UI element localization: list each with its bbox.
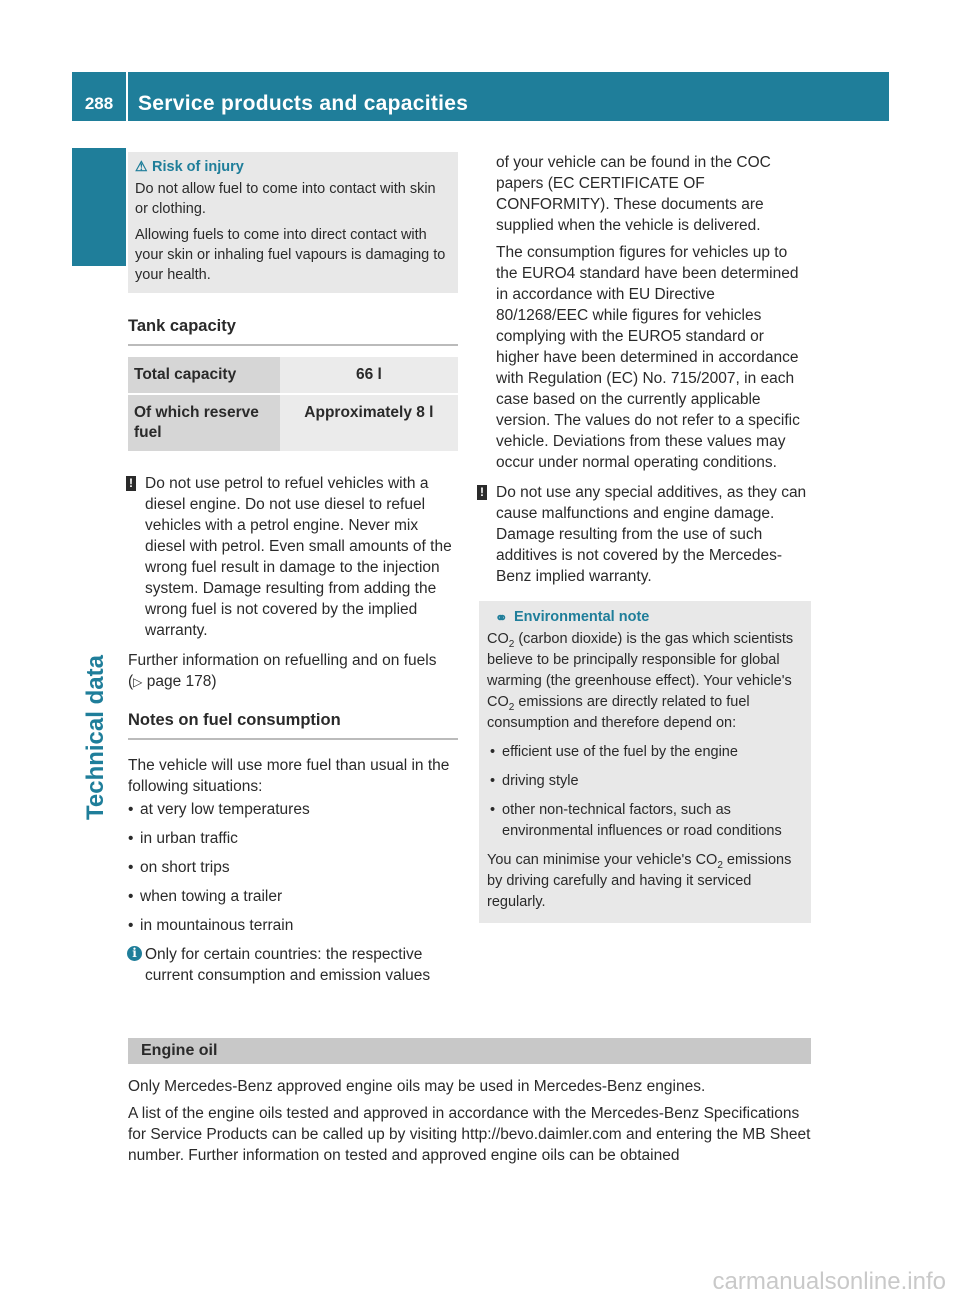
risk-paragraph-1: Do not allow fuel to come into contact with skin or clothing. — [135, 181, 436, 217]
country-info-note — [128, 944, 458, 986]
additives-notice — [479, 482, 811, 587]
list-item: • driving style — [490, 771, 803, 792]
env-p2-end: emissions by driving carefully and having it serviced regularly. — [487, 852, 792, 910]
co2-subscript: 2 — [508, 638, 515, 650]
env-title-text: Environmental note — [514, 609, 650, 625]
env-p2-start: You can minimise your vehicle's — [487, 852, 696, 868]
section-side-label-text: Technical data — [82, 655, 109, 820]
consumption-figures-text: The consumption figures for vehicles up to the EURO4 standard have been determined in accordance with EU Directive 80/1268/EEC while figures for vehicles complying with the EURO5 standard or higher have been determined in accordance with Regulation (EC) No. 715/2007, in each case based on the currently applicable version. The values do not refer to a specific vehicle. Deviations from these values may occur under normal operating conditions. — [496, 244, 800, 471]
tank-capacity-table — [128, 355, 458, 453]
left-column — [128, 152, 458, 986]
consumption-intro: The vehicle will use more fuel than usual in the following situations: — [128, 757, 450, 795]
petrol-diesel-notice — [128, 473, 458, 641]
page-reference-link[interactable]: page 178) — [146, 673, 217, 690]
coc-papers-text: of your vehicle can be found in the COC papers (EC CERTIFICATE OF CONFORMITY). These documents are supplied when the vehicle is delivered. — [496, 154, 771, 234]
right-column — [479, 152, 811, 923]
co2-text: CO — [487, 631, 509, 647]
country-info-text: Only for certain countries: the respective current consumption and emission values — [145, 946, 431, 984]
tank-capacity-heading: Tank capacity — [128, 317, 458, 346]
table-cell-value: 66 l — [280, 357, 458, 393]
engine-oil-heading: Engine oil — [141, 1042, 218, 1059]
list-item: • in mountainous terrain — [128, 915, 458, 936]
exclamation-icon: ! — [477, 485, 487, 500]
lightbulb-icon: ⚭ — [495, 610, 508, 627]
warning-triangle-icon: ⚠ — [135, 158, 148, 174]
section-side-label — [82, 655, 122, 820]
page-title: Service products and capacities — [138, 92, 469, 115]
list-item: • in urban traffic — [128, 828, 458, 849]
co2-subscript: 2 — [508, 701, 515, 713]
section-tab — [72, 148, 126, 266]
page-reference-arrow-icon: ▷ — [133, 675, 143, 689]
engine-oil-section — [128, 1070, 811, 1166]
table-cell-label: Total capacity — [128, 357, 280, 393]
risk-paragraph-2: Allowing fuels to come into direct contact with your skin or inhaling fuel vapours is damaging to your health. — [135, 227, 446, 283]
consumption-situations-list — [128, 799, 458, 936]
additives-notice-text: Do not use any special additives, as they can cause malfunctions and engine damage. Damage resulting from the use of such additives is not covered by the Mercedes-Benz implied warranty. — [496, 484, 807, 585]
table-cell-label: Of which reserve fuel — [128, 395, 280, 451]
table-row — [128, 357, 458, 393]
exclamation-icon: ! — [126, 476, 136, 491]
co2-text: CO — [487, 694, 509, 710]
table-cell-value: Approximately 8 l — [280, 395, 458, 451]
risk-title-text: Risk of injury — [152, 159, 244, 175]
risk-of-injury-box — [128, 152, 458, 293]
list-item: • other non-technical factors, such as environmental influences or road conditions — [490, 800, 803, 842]
env-p1-end: emissions are directly related to fuel consumption and therefore depend on: — [487, 694, 750, 731]
env-paragraph-1 — [487, 629, 803, 734]
table-row — [128, 395, 458, 451]
co2-subscript: 2 — [717, 859, 723, 871]
refuel-info-text: Further information on refuelling and on fuels ( — [128, 652, 437, 690]
co2-text: CO — [695, 852, 718, 868]
refuel-info — [128, 650, 458, 693]
environmental-note-box — [479, 601, 811, 923]
env-factors-list — [490, 742, 803, 842]
watermark: carmanualsonline.info — [712, 1268, 946, 1295]
engine-oil-paragraph-2: A list of the engine oils tested and approved in accordance with the Mercedes-Benz Specifications for Service Products can be called up by visiting http://bevo.daimler.com and entering the MB Sheet number. Further information on tested and approved engine oils can be obtained — [128, 1105, 811, 1164]
list-item: • on short trips — [128, 857, 458, 878]
env-paragraph-2 — [487, 850, 803, 913]
info-icon: i — [127, 946, 142, 961]
environmental-note-title — [487, 609, 803, 625]
engine-oil-heading-band — [128, 1038, 811, 1064]
list-item: • when towing a trailer — [128, 886, 458, 907]
risk-title — [135, 158, 451, 175]
page-header — [72, 72, 889, 121]
list-item: • at very low temperatures — [128, 799, 458, 820]
fuel-consumption-heading: Notes on fuel consumption — [128, 711, 458, 740]
consumption-info-continued — [479, 152, 811, 473]
env-p1-text: (carbon dioxide) is the gas which scientists believe to be principally responsible for global warming (the greenhouse effect). Your vehicle's — [487, 631, 794, 689]
page-number: 288 — [72, 72, 128, 121]
list-item: • efficient use of the fuel by the engine — [490, 742, 803, 763]
petrol-notice-text: Do not use petrol to refuel vehicles with a diesel engine. Do not use diesel to refuel vehicles with a petrol engine. Never mix diesel with petrol. Even small amounts of the wrong fuel result in damage to the injection system. Damage resulting from adding the wrong fuel is not covered by the implied warranty. — [145, 475, 452, 639]
engine-oil-paragraph-1: Only Mercedes-Benz approved engine oils may be used in Mercedes-Benz engines. — [128, 1078, 706, 1095]
